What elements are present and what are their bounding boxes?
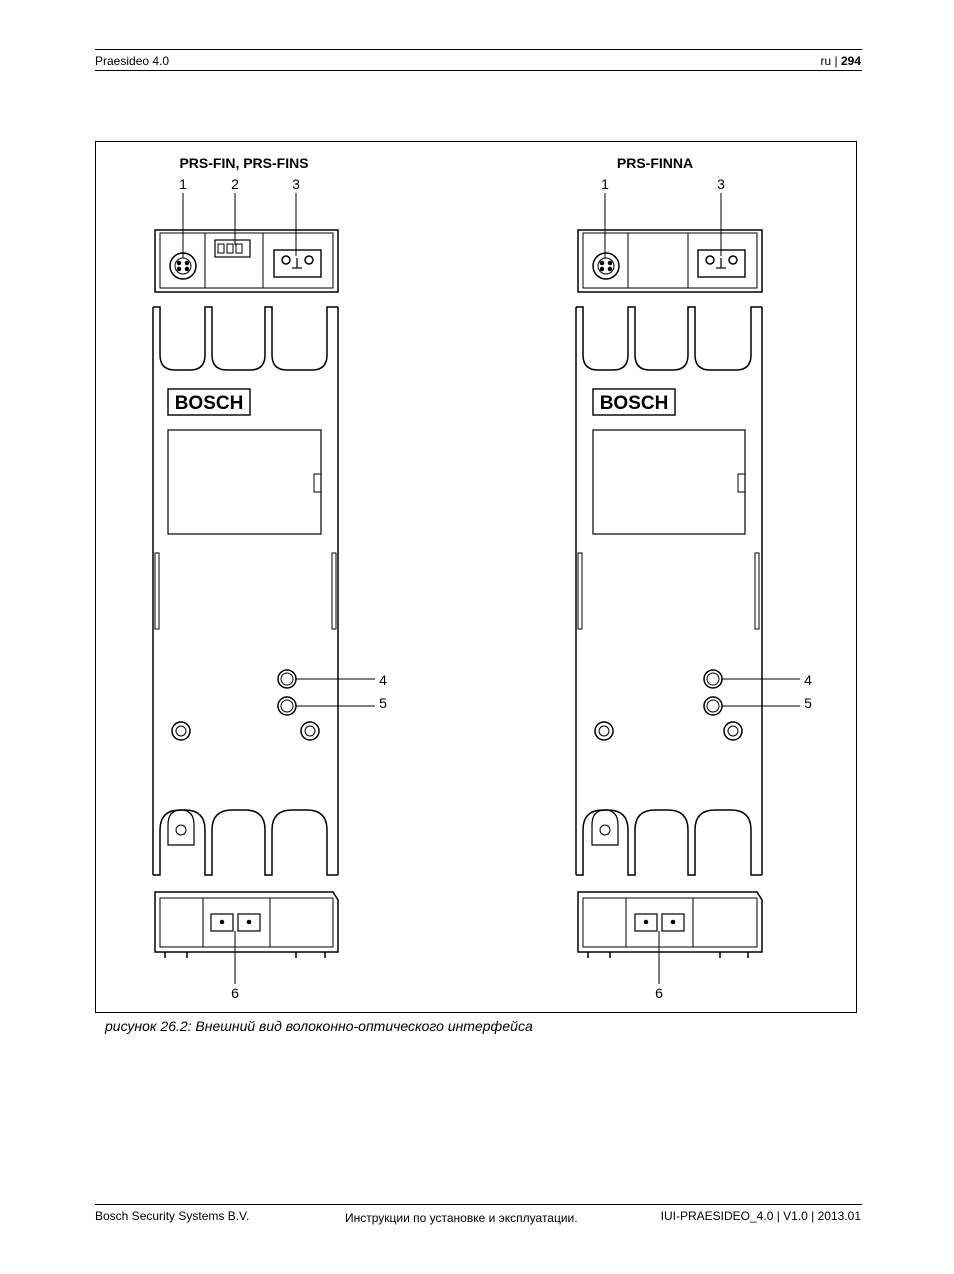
right-callout-3: 3 xyxy=(717,176,725,192)
left-callout-1: 1 xyxy=(179,176,187,192)
footer-doc-title: Инструкции по установке и эксплуатации. xyxy=(345,1211,578,1225)
right-main-body xyxy=(576,307,762,875)
right-device-title: PRS-FINNA xyxy=(616,155,694,171)
left-callout-4: 4 xyxy=(379,672,387,688)
left-label-area xyxy=(168,430,321,534)
left-device xyxy=(153,176,387,1001)
left-main-body xyxy=(153,307,338,875)
left-callout-3: 3 xyxy=(292,176,300,192)
left-callout-5: 5 xyxy=(379,695,387,711)
right-callout-1: 1 xyxy=(601,176,609,192)
figure-caption: рисунок 26.2: Внешний вид волоконно-оптического интерфейса xyxy=(105,1018,533,1034)
left-top-end-view xyxy=(155,230,338,292)
right-din-connector-icon xyxy=(593,253,619,279)
left-screw-left-icon xyxy=(172,722,190,740)
right-callout-5: 5 xyxy=(804,695,812,711)
left-callout-2: 2 xyxy=(231,176,239,192)
right-device xyxy=(576,176,812,1001)
left-bottom-end-view xyxy=(155,892,338,958)
header-separator: | xyxy=(834,54,838,68)
right-callout-4: 4 xyxy=(804,672,812,688)
right-bosch-logo-text: BOSCH xyxy=(599,393,669,414)
left-screw-right-icon xyxy=(301,722,319,740)
right-top-end-view xyxy=(578,230,762,292)
header-page-number: 294 xyxy=(840,54,861,68)
right-bottom-end-view xyxy=(578,892,762,958)
right-callout-6: 6 xyxy=(655,985,663,1001)
right-label-area xyxy=(593,430,745,534)
footer-company: Bosch Security Systems B.V. xyxy=(95,1209,250,1223)
left-device-title: PRS-FIN, PRS-FINS xyxy=(179,155,309,171)
footer-rule xyxy=(95,1204,862,1205)
header-product: Praesideo 4.0 xyxy=(95,54,170,68)
left-bosch-logo-text: BOSCH xyxy=(174,393,244,414)
header-lang: ru xyxy=(820,54,832,68)
left-callout-6: 6 xyxy=(231,985,239,1001)
footer-doc-ref: IUI-PRAESIDEO_4.0 | V1.0 | 2013.01 xyxy=(660,1209,861,1223)
right-screw-right-icon xyxy=(724,722,742,740)
right-screw-left-icon xyxy=(595,722,613,740)
